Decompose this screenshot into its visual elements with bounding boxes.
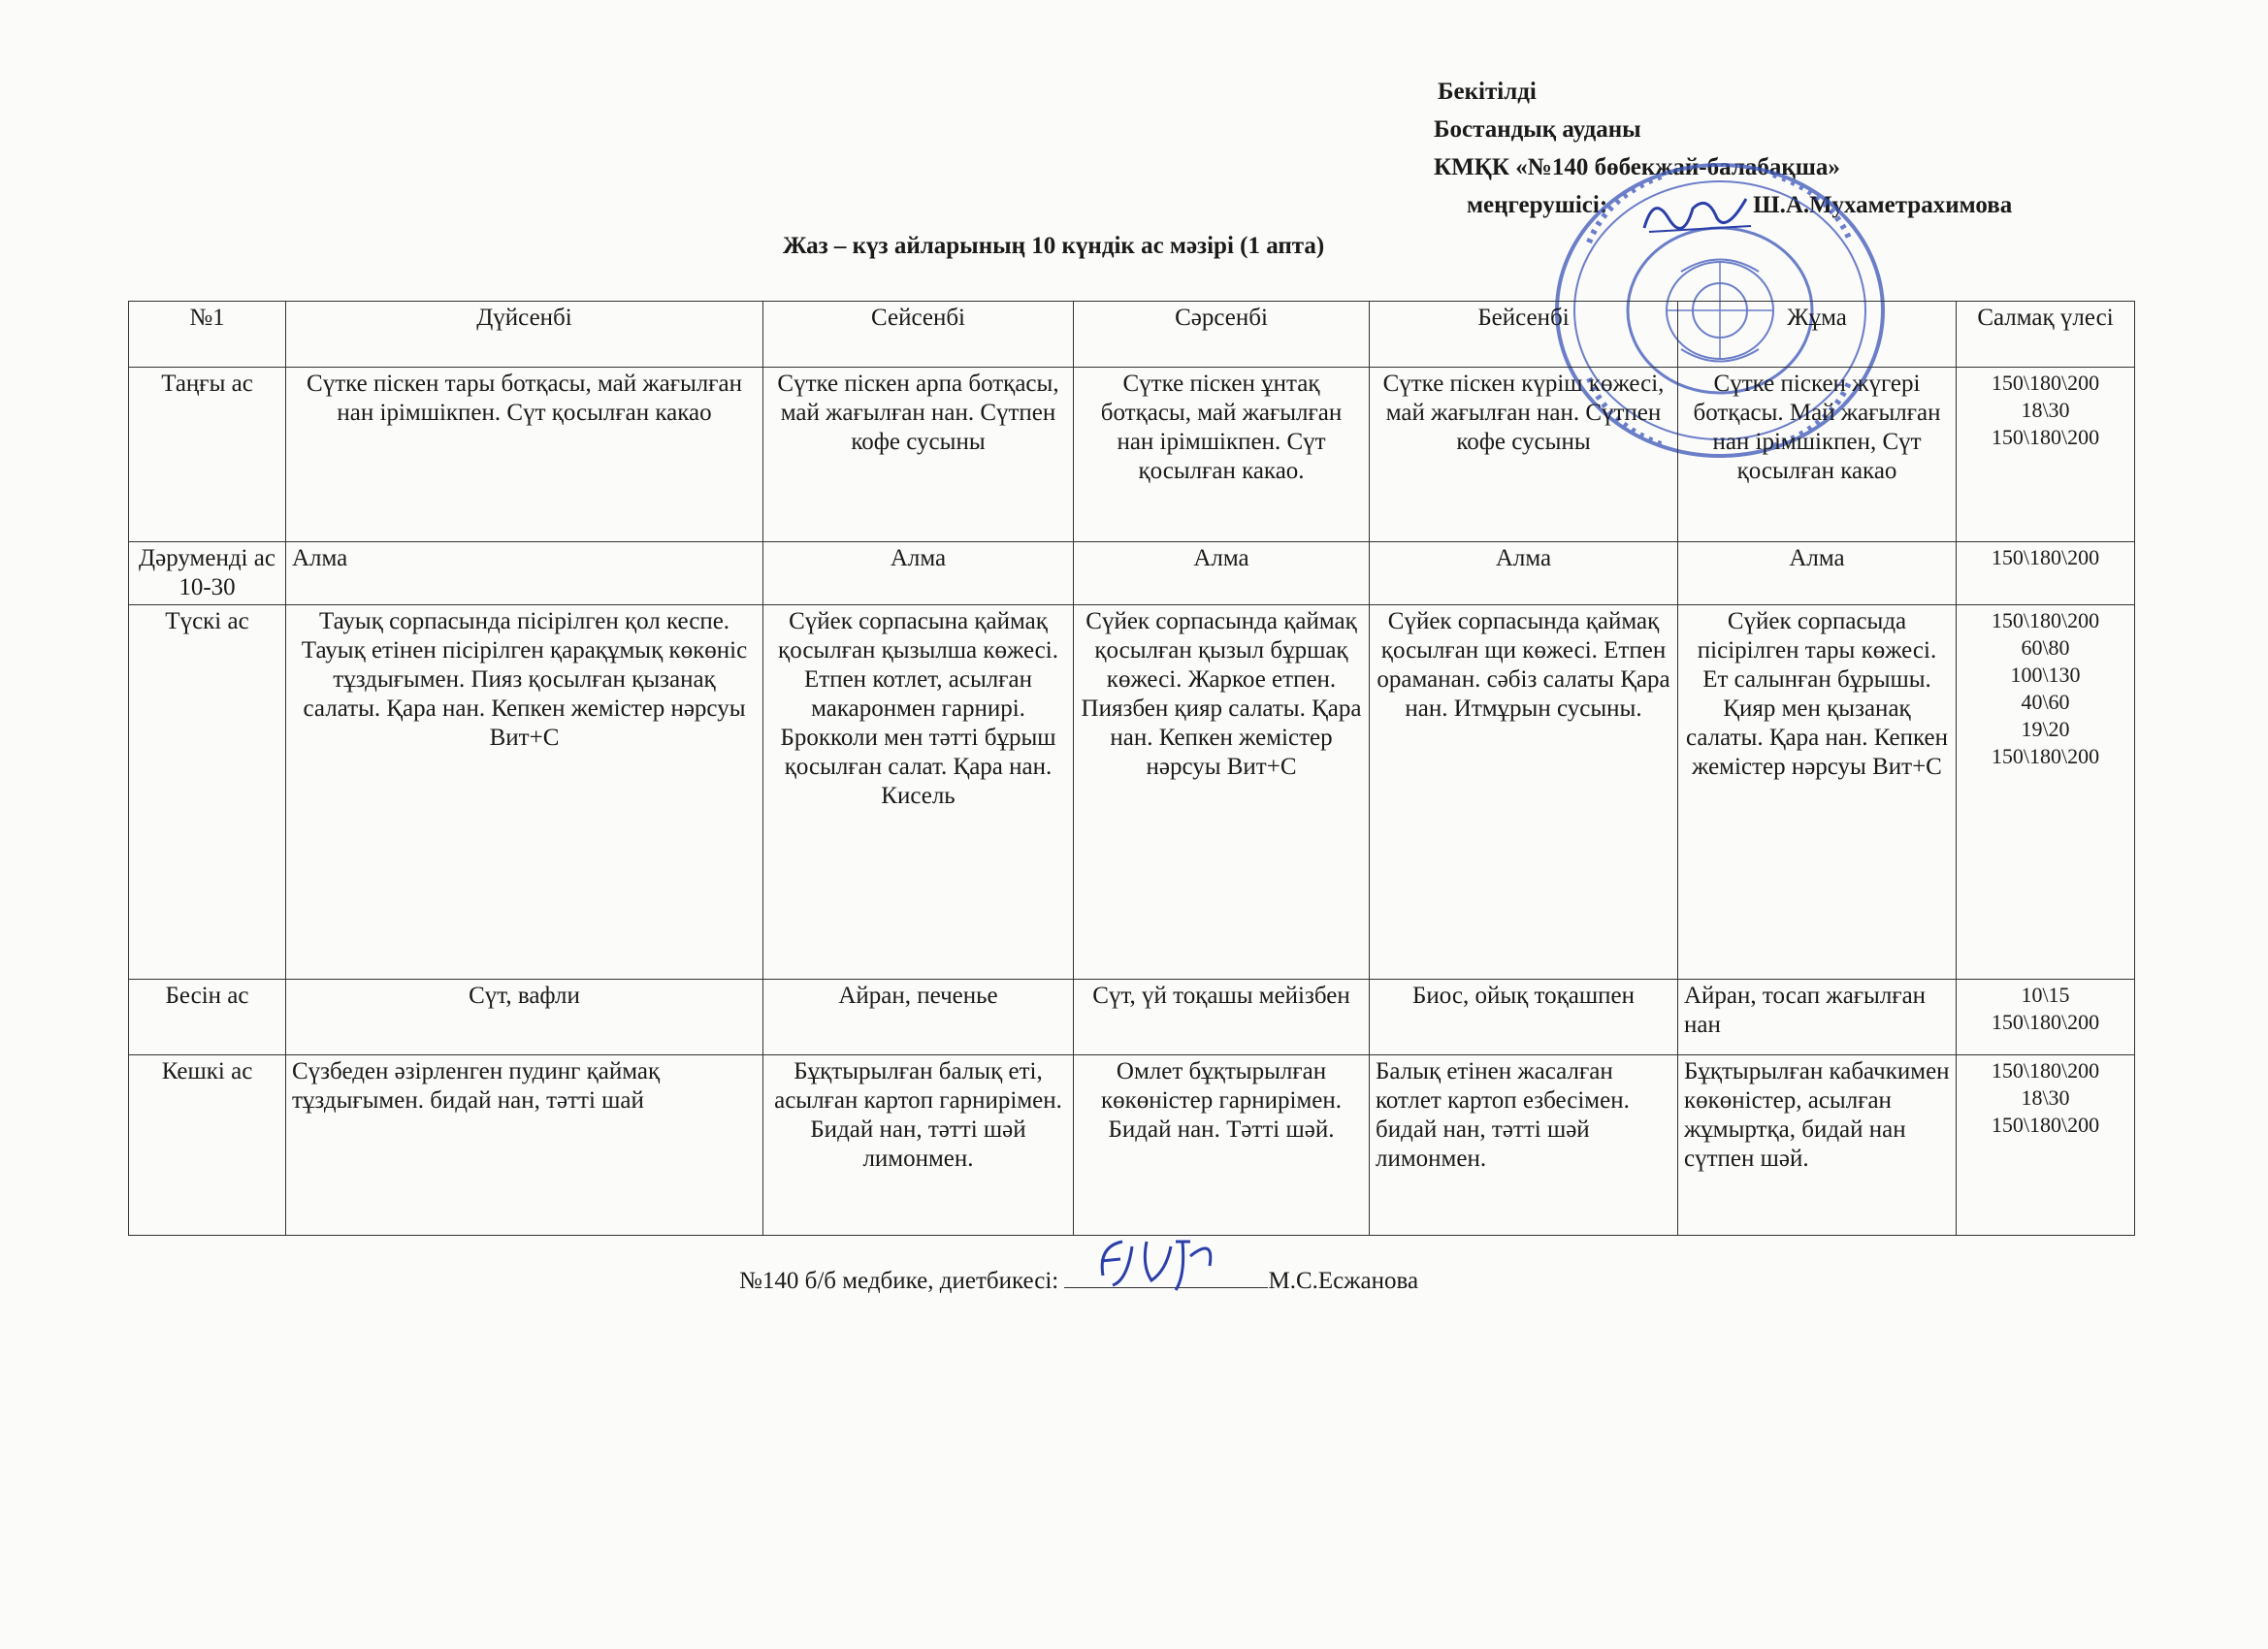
head-name: Ш.А.Мухаметрахимова	[1753, 192, 2013, 218]
weight-value: 150\180\200	[1991, 1113, 2100, 1137]
weight-value: 18\30	[2021, 1085, 2070, 1110]
menu-cell-monday: Сүтке піскен тары ботқасы, май жағылған нан ірімшікпен. Сүт қосылған какао	[286, 368, 763, 542]
menu-cell-friday: Бұқтырылған кабачкимен көкөністер, асылған жұмыртқа, бидай нан сүтпен шәй.	[1678, 1055, 1957, 1236]
document-title: Жаз – күз айларының 10 күндік ас мәзірі (1 апта)	[783, 233, 1325, 259]
meal-label: Дәруменді ас 10-30	[129, 542, 286, 605]
menu-cell-tuesday: Айран, печенье	[763, 980, 1074, 1055]
head-role: меңгерушісі:	[1467, 192, 1608, 218]
header-number: №1	[129, 302, 286, 368]
menu-cell-wednesday: Сүйек сорпасында қаймақ қосылған қызыл бұршақ көжесі. Жаркое етпен. Пиязбен қияр салаты. Қара нан. Кепкен жемістер нәрсуы Вит+С	[1074, 605, 1370, 980]
header-thursday: Бейсенбі	[1370, 302, 1678, 368]
footer-signature-line	[739, 1266, 1418, 1295]
menu-cell-wednesday: Сүтке піскен ұнтақ ботқасы, май жағылған нан ірімшікпен. Сүт қосылған какао.	[1074, 368, 1370, 542]
menu-cell-tuesday: Бұқтырылған балық еті, асылған картоп гарнирімен. Бидай нан, тәтті шәй лимонмен.	[763, 1055, 1074, 1236]
approval-line-organization: КМҚК «№140 бөбекжай-балабақша»	[1434, 154, 1840, 180]
menu-table	[128, 301, 2135, 1236]
signature-blank	[1064, 1266, 1268, 1288]
menu-cell-monday: Алма	[286, 542, 763, 605]
weight-cell	[1957, 980, 2135, 1055]
menu-cell-friday: Сүйек сорпасыда пісірілген тары көжесі. Ет салынған бұрышы. Қияр мен қызанақ салаты. Қара нан. Кепкен жемістер нәрсуы Вит+С	[1678, 605, 1957, 980]
header-tuesday: Сейсенбі	[763, 302, 1074, 368]
menu-cell-tuesday: Сүйек сорпасына қаймақ қосылған қызылша көжесі. Етпен котлет, асылған макаронмен гарнирі. Брокколи мен тәтті бұрыш қосылған салат. Қара нан. Кисель	[763, 605, 1074, 980]
table-row-dinner	[129, 1055, 2135, 1236]
head-signature	[1639, 189, 1756, 238]
menu-cell-friday: Сүтке піскен жүгері ботқасы. Май жағылған нан ірімшікпен, Сүт қосылған какао	[1678, 368, 1957, 542]
table-row-vitamin	[129, 542, 2135, 605]
meal-label: Кешкі ас	[129, 1055, 286, 1236]
menu-cell-friday: Айран, тосап жағылған нан	[1678, 980, 1957, 1055]
approval-line-district: Бостандық ауданы	[1434, 116, 1641, 143]
weight-cell	[1957, 1055, 2135, 1236]
menu-cell-tuesday: Сүтке піскен арпа ботқасы, май жағылған нан. Сүтпен кофе сусыны	[763, 368, 1074, 542]
menu-cell-thursday: Сүйек сорпасында қаймақ қосылған щи көжесі. Етпен ораманан. сәбіз салаты Қара нан. Итмұрын сусыны.	[1370, 605, 1678, 980]
weight-value: 150\180\200	[1991, 371, 2100, 395]
menu-cell-thursday: Алма	[1370, 542, 1678, 605]
menu-cell-wednesday: Алма	[1074, 542, 1370, 605]
menu-cell-monday: Тауық сорпасында пісірілген қол кеспе. Тауық етінен пісірілген қарақұмық көкөніс тұздығымен. Пияз қосылған қызанақ салаты. Қара нан. Кепкен жемістер нәрсуы Вит+С	[286, 605, 763, 980]
nurse-signature	[1093, 1227, 1229, 1295]
meal-label: Түскі ас	[129, 605, 286, 980]
table-header-row	[129, 302, 2135, 368]
weight-value: 100\130	[2010, 663, 2081, 687]
weight-value: 19\20	[2021, 717, 2070, 741]
menu-cell-thursday: Биос, ойық тоқашпен	[1370, 980, 1678, 1055]
weight-value: 150\180\200	[1991, 545, 2100, 569]
menu-cell-monday: Сүзбеден әзірленген пудинг қаймақ тұздығымен. бидай нан, тәтті шай	[286, 1055, 763, 1236]
weight-value: 150\180\200	[1991, 744, 2100, 768]
menu-cell-wednesday: Сүт, үй тоқашы мейізбен	[1074, 980, 1370, 1055]
weight-value: 150\180\200	[1991, 1010, 2100, 1034]
weight-value: 150\180\200	[1991, 608, 2100, 632]
meal-label: Бесін ас	[129, 980, 286, 1055]
menu-cell-monday: Сүт, вафли	[286, 980, 763, 1055]
weight-value: 18\30	[2021, 398, 2070, 422]
menu-cell-thursday: Сүтке піскен күріш көжесі, май жағылған нан. Сүтпен кофе сусыны	[1370, 368, 1678, 542]
menu-cell-tuesday: Алма	[763, 542, 1074, 605]
header-friday: Жұма	[1678, 302, 1957, 368]
header-wednesday: Сәрсенбі	[1074, 302, 1370, 368]
footer-name: М.С.Есжанова	[1268, 1268, 1419, 1294]
weight-cell	[1957, 368, 2135, 542]
weight-value: 150\180\200	[1991, 1058, 2100, 1083]
table-row-lunch	[129, 605, 2135, 980]
menu-cell-wednesday: Омлет бұқтырылған көкөністер гарнирімен. Бидай нан. Тәтті шәй.	[1074, 1055, 1370, 1236]
weight-cell	[1957, 542, 2135, 605]
table-row-snack	[129, 980, 2135, 1055]
menu-cell-friday: Алма	[1678, 542, 1957, 605]
meal-label: Таңғы ас	[129, 368, 286, 542]
weight-value: 60\80	[2021, 635, 2070, 660]
footer-label: №140 б/б медбике, диетбикесі:	[739, 1268, 1059, 1294]
table-row-breakfast	[129, 368, 2135, 542]
approval-line-approved: Бекітілді	[1438, 79, 1537, 105]
weight-value: 10\15	[2021, 983, 2070, 1007]
header-weight: Салмақ үлесі	[1957, 302, 2135, 368]
header-monday: Дүйсенбі	[286, 302, 763, 368]
menu-cell-thursday: Балық етінен жасалған котлет картоп езбесімен. бидай нан, тәтті шәй лимонмен.	[1370, 1055, 1678, 1236]
weight-value: 40\60	[2021, 690, 2070, 714]
weight-value: 150\180\200	[1991, 425, 2100, 449]
weight-cell	[1957, 605, 2135, 980]
